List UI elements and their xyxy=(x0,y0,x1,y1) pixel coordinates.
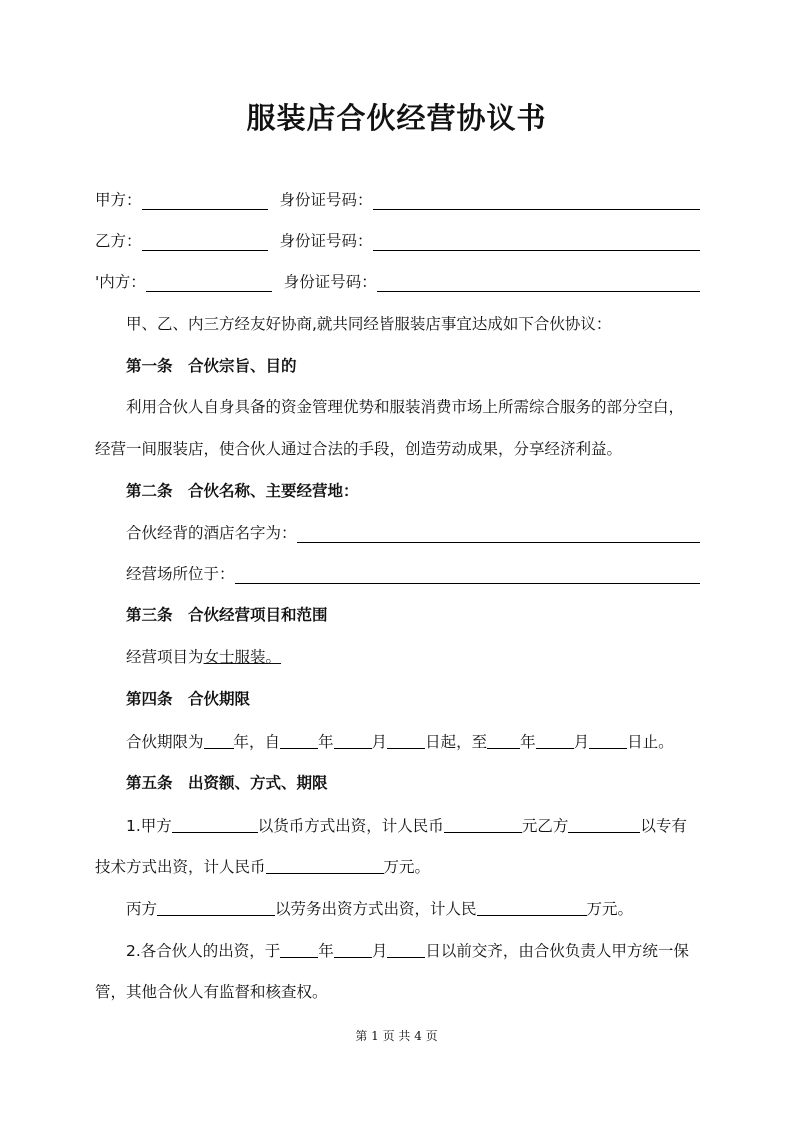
party-a-id-blank[interactable] xyxy=(373,192,700,210)
party-b-label: 乙方： xyxy=(95,232,142,250)
store-location-blank[interactable] xyxy=(235,566,700,584)
partnership-term-row xyxy=(126,731,700,752)
deadline-day-blank[interactable] xyxy=(387,940,425,958)
deadline-month-blank[interactable] xyxy=(334,940,372,958)
deadline-text-c: 月 xyxy=(371,942,388,960)
party-b-id-label: 身份证号码： xyxy=(279,232,373,250)
term-text-1: 合伙期限为 xyxy=(126,733,204,751)
contribution-text-d: 以专有 xyxy=(640,817,687,835)
store-name-row xyxy=(126,523,700,543)
contribution-text-c: 元乙方 xyxy=(521,817,569,835)
deadline-text-a: 2.各合伙人的出资，于 xyxy=(126,942,281,960)
party-c-amount-blank[interactable] xyxy=(477,898,587,916)
contribution-line-1 xyxy=(126,815,700,836)
article-1-text-line-2: 经营一间服装店，使合伙人通过合法的手段，创造劳动成果，分享经济利益。 xyxy=(95,440,623,458)
contribution-deadline-line xyxy=(126,940,700,961)
article-4-heading: 第四条 合伙期限 xyxy=(126,690,251,708)
party-a-cash-blank[interactable] xyxy=(172,815,258,833)
start-year-blank[interactable] xyxy=(280,731,318,749)
end-day-blank[interactable] xyxy=(589,731,627,749)
contribution-text-a: 1.甲方 xyxy=(126,817,172,835)
term-years-blank[interactable] xyxy=(204,731,234,749)
term-text-4: 月 xyxy=(371,733,388,751)
term-text-3: 年 xyxy=(318,733,334,751)
contribution-line-3 xyxy=(126,898,700,919)
article-5-heading: 第五条 出资额、方式、期限 xyxy=(126,774,328,792)
deadline-year-blank[interactable] xyxy=(280,940,318,958)
article-1-heading: 第一条 合伙宗旨、目的 xyxy=(126,357,297,375)
start-month-blank[interactable] xyxy=(334,731,372,749)
party-b-amount-blank[interactable] xyxy=(266,856,384,874)
party-a-amount-blank[interactable] xyxy=(444,815,522,833)
store-location-row xyxy=(126,564,700,584)
business-scope-label: 经营项目为 xyxy=(126,648,204,666)
party-c-id-blank[interactable] xyxy=(377,274,700,292)
party-c-row xyxy=(95,272,700,292)
term-text-6: 年 xyxy=(520,733,536,751)
article-1-text-line-1: 利用合伙人自身具备的资金管理优势和服装消费市场上所需综合服务的部分空白， xyxy=(126,398,685,416)
term-text-2: 年，自 xyxy=(233,733,281,751)
party-c-id-label: 身份证号码： xyxy=(283,273,377,291)
contribution-text-h: 以劳务出资方式出资，计人民 xyxy=(275,900,477,918)
end-year-blank[interactable] xyxy=(487,731,520,749)
term-text-7: 月 xyxy=(573,733,590,751)
store-location-label: 经营场所位于： xyxy=(126,565,235,583)
party-a-id-label: 身份证号码： xyxy=(279,191,373,209)
contribution-text-e: 技术方式出资，计人民币 xyxy=(95,858,266,876)
article-2-heading: 第二条 合伙名称、主要经营地： xyxy=(126,482,359,500)
contribution-text-f: 万元。 xyxy=(383,858,431,876)
store-name-blank[interactable] xyxy=(297,525,700,543)
party-c-name-blank[interactable] xyxy=(146,274,272,292)
party-a-row xyxy=(95,190,700,210)
party-b-row xyxy=(95,231,700,251)
intro-paragraph: 甲、乙、内三方经友好协商,就共同经皆服装店事宜达成如下合伙协议： xyxy=(126,315,612,333)
contribution-text-b: 以货币方式出资，计人民币 xyxy=(257,817,444,835)
term-text-5: 日起，至 xyxy=(425,733,488,751)
end-month-blank[interactable] xyxy=(536,731,574,749)
store-name-label: 合伙经背的酒店名字为： xyxy=(126,524,297,542)
start-day-blank[interactable] xyxy=(387,731,425,749)
document-title: 服装店合伙经营协议书 xyxy=(246,101,547,135)
contribution-deadline-line-2: 管，其他合伙人有监督和核查权。 xyxy=(95,983,328,1001)
contribution-text-g: 丙方 xyxy=(126,900,158,918)
party-c-labor-blank[interactable] xyxy=(157,898,275,916)
party-b-id-blank[interactable] xyxy=(373,233,700,251)
party-c-label: '内方： xyxy=(95,273,146,291)
contribution-line-2 xyxy=(95,856,700,877)
party-b-tech-blank[interactable] xyxy=(568,815,640,833)
deadline-text-b: 年 xyxy=(318,942,334,960)
article-3-heading: 第三条 合伙经营项目和范围 xyxy=(126,606,328,624)
party-b-name-blank[interactable] xyxy=(142,233,268,251)
business-scope-row xyxy=(126,647,700,667)
page-footer: 第 1 页 共 4 页 xyxy=(355,1029,438,1043)
term-text-8: 日止。 xyxy=(627,733,674,751)
party-a-name-blank[interactable] xyxy=(142,192,268,210)
deadline-text-d: 日以前交齐，由合伙负责人甲方统一保 xyxy=(425,942,689,960)
party-a-label: 甲方： xyxy=(95,191,142,209)
business-scope-value: 女士服装。 xyxy=(203,648,282,666)
contribution-text-i: 万元。 xyxy=(586,900,634,918)
